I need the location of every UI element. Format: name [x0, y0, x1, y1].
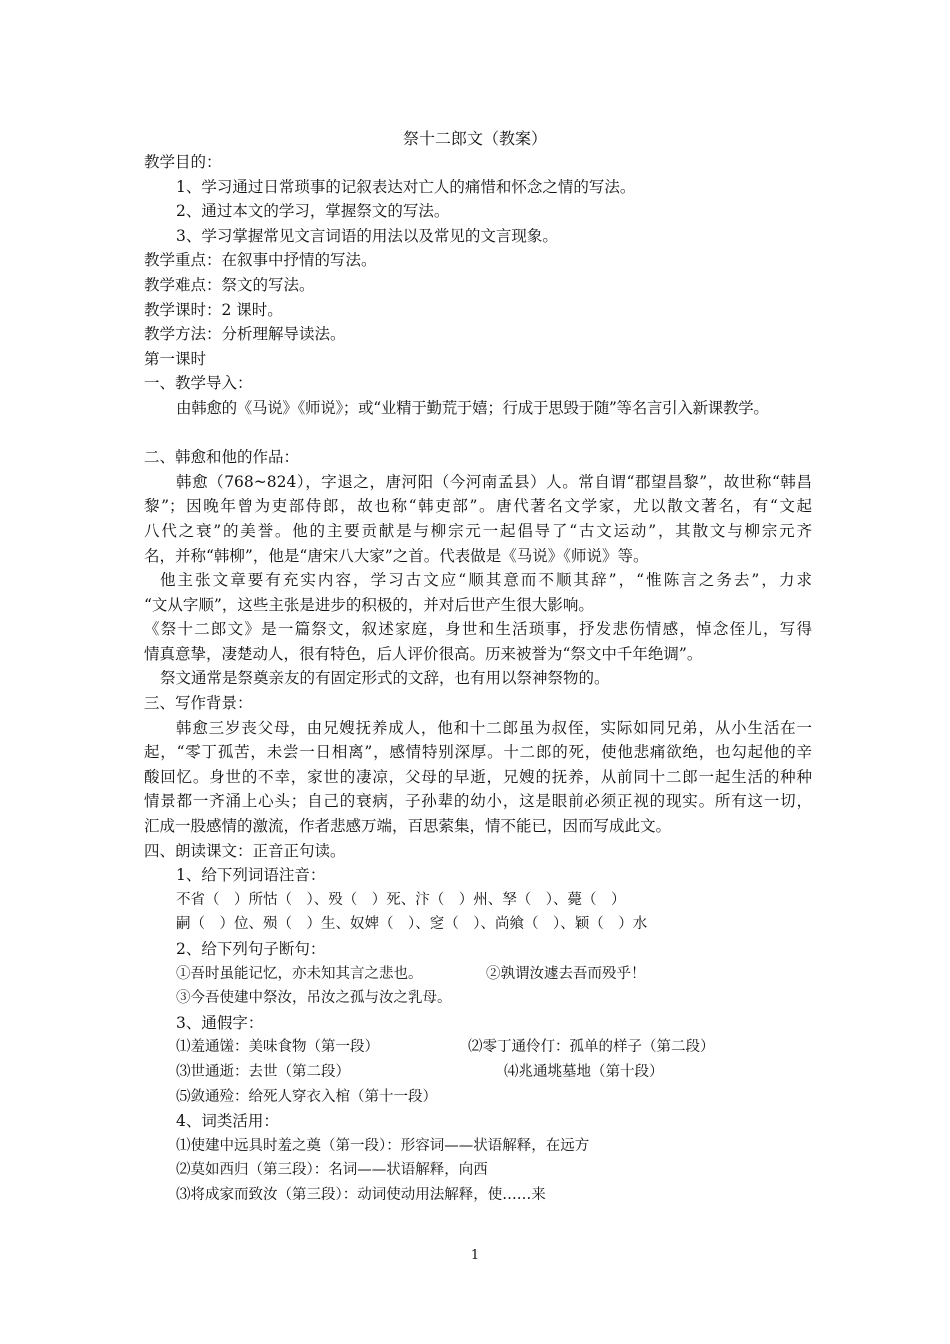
exercise-line: 不省（ ）所怙（ ）、殁（ ）死、汴（ ）州、孥（ ）、薨（ ） [176, 891, 626, 908]
paragraph-line: 情景都一齐涌上心头；自己的衰病，子孙辈的幼小，这是眼前必须正视的现实。所有这一切， [144, 792, 812, 811]
blank-line [144, 421, 816, 446]
section-heading: 三、写作背景： [144, 694, 253, 713]
paragraph-line: 教学方法：分析理解导读法。 [144, 325, 346, 344]
paragraph-line: 3、学习掌握常见文言词语的用法以及常见的文言现象。 [176, 226, 558, 245]
subsection-heading: 2、给下列句子断句： [176, 940, 326, 958]
list-item: ⑸敛通殓：给死人穿衣入棺（第十一段） [176, 1088, 437, 1105]
section-heading: 二、韩愈和他的作品： [144, 448, 300, 467]
document-body [144, 150, 816, 1208]
paragraph-line: 祭文通常是祭奠亲友的有固定形式的文辞，也有用以祭神祭物的。 [160, 669, 610, 688]
sentence-item: ②孰谓汝遽去吾而殁乎！ [486, 965, 646, 982]
paragraph-line: 名，并称“韩柳”，他是“唐宋八大家”之首。代表做是《马说》《师说》等。 [144, 546, 649, 565]
subsection-heading: 1、给下列词语注音： [176, 866, 326, 885]
list-item: ⑷兆通垗墓地（第十段） [504, 1063, 664, 1080]
paragraph-line: 《祭十二郎文》是一篇祭文，叙述家庭，身世和生活琐事，抒发悲伤情感，悼念侄儿，写得 [144, 620, 812, 639]
paragraph-line: 由韩愈的《马说》《师说》；或“业精于勤荒于嬉；行成于思毁于随”等名言引入新课教学。 [176, 398, 769, 417]
section-heading: 四、朗读课文：正音正句读。 [144, 841, 346, 860]
list-item: ⑶世通逝：去世（第二段） [176, 1063, 350, 1080]
subsection-heading: 4、词类活用： [176, 1112, 279, 1131]
paragraph-line: 黎”；因晚年曾为吏部侍郎，故也称“韩吏部”。唐代著名文学家，尤以散文著名，有“文起 [144, 497, 812, 516]
exercise-line: ③今吾使建中祭汝，吊汝之孤与汝之乳母。 [176, 990, 452, 1007]
page-number: 1 [470, 1248, 480, 1263]
list-item: ⑶将成家而致汝（第三段）：动词使动用法解释，使……来 [176, 1186, 546, 1203]
section-heading: 第一课时 [144, 349, 207, 368]
paragraph-line: 汇成一股感情的激流，作者悲感万端，百思萦集，情不能已，因而写成此文。 [144, 817, 672, 836]
exercise-line: 嗣（ ）位、殒（ ）生、奴婢（ ）、窆（ ）、尚飨（ ）、颖（ ）水 [176, 916, 648, 933]
exercise-line [144, 1035, 816, 1060]
paragraph-line: 韩愈三岁丧父母，由兄嫂抚养成人，他和十二郎虽为叔侄，实际如同兄弟，从小生活在一 [176, 718, 812, 737]
paragraph-line: 酸回忆。身世的不幸，家世的凄凉，父母的早逝，兄嫂的抚养，从前同十二郎一起生活的种种 [144, 767, 812, 786]
section-heading: 一、教学导入： [144, 374, 253, 393]
exercise-line [144, 1060, 816, 1085]
paragraph-line: 教学难点：祭文的写法。 [144, 275, 315, 294]
section-heading: 教学目的： [144, 153, 222, 171]
list-item: ⑴使建中远具时羞之奠（第一段）：形容词——状语解释，在远方 [176, 1137, 590, 1154]
paragraph-line: 2、通过本文的学习，掌握祭文的写法。 [176, 202, 450, 221]
paragraph-line: 八代之衰”的美誉。他的主要贡献是与柳宗元一起倡导了“古文运动”，其散文与柳宗元齐 [144, 521, 812, 540]
list-item: ⑵莫如西归（第三段）：名词——状语解释，向西 [176, 1162, 488, 1179]
paragraph-line: 1、学习通过日常琐事的记叙表达对亡人的痛惜和怀念之情的写法。 [176, 177, 636, 196]
sentence-item: ①吾时虽能记忆，亦未知其言之悲也。 [176, 965, 423, 982]
paragraph-line: 起，“零丁孤苦，未尝一日相离”，感情特别深厚。十二郎的死，使他悲痛欲绝，也勾起他的辛 [144, 743, 812, 762]
subsection-heading: 3、通假字： [176, 1013, 264, 1032]
paragraph-line: 他主张文章要有充实内容，学习古文应“顺其意而不顺其辞”，“惟陈言之务去”，力求 [160, 571, 812, 590]
paragraph-line: “文从字顺”，这些主张是进步的积极的，并对后世产生很大影响。 [144, 595, 594, 614]
list-item: ⑵零丁通伶仃：孤单的样子（第二段） [468, 1039, 715, 1056]
paragraph-line: 教学课时：2 课时。 [144, 300, 283, 319]
document-title: 祭十二郎文（教案） [402, 129, 547, 148]
paragraph-line: 教学重点：在叙事中抒情的写法。 [144, 251, 377, 270]
paragraph-line: 韩愈（768~824），字退之，唐河阳（今河南孟县）人。常自谓“郡望昌黎”，故世称“韩昌 [176, 472, 812, 491]
exercise-line [144, 962, 816, 987]
paragraph-line: 情真意挚，凄楚动人，很有特色，后人评价很高。历来被誉为“祭文中千年绝调”。 [144, 644, 703, 663]
list-item: ⑴羞通馐：美味食物（第一段） [176, 1039, 379, 1056]
